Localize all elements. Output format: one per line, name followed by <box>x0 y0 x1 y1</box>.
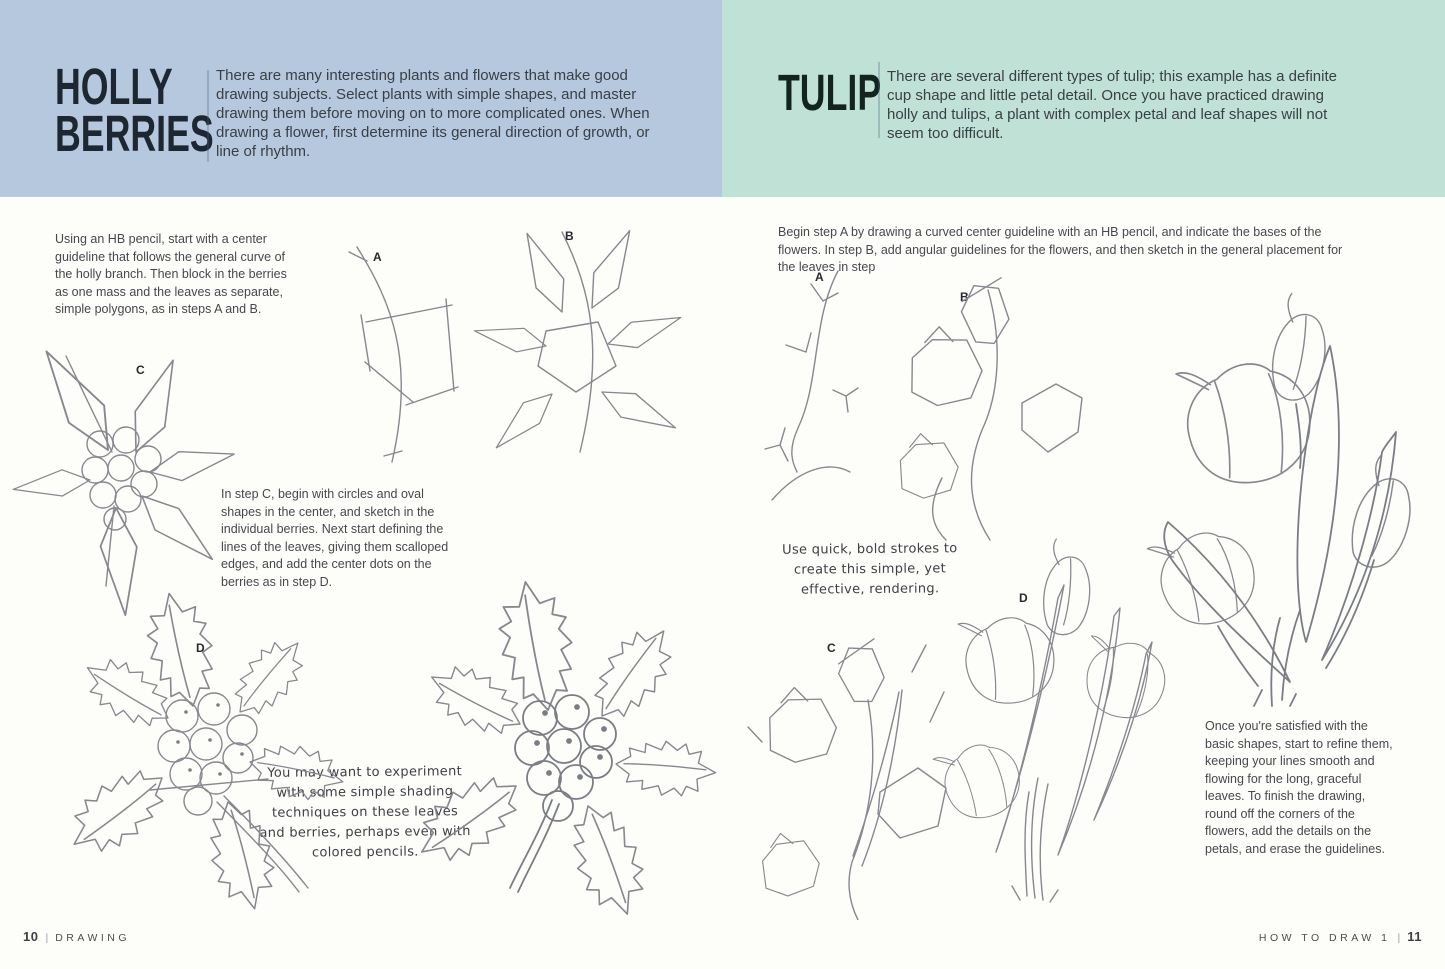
holly-step-ab-paragraph: Using an HB pencil, start with a center guideline that follows the general curve of the holly branch. Then block in the berries as one mass and the leaves as separate, simple polygons, as in steps A and B. <box>55 232 287 316</box>
tulip-step-c-sketch <box>748 638 946 920</box>
tulip-step-b-label: B <box>960 290 969 304</box>
holly-title-line-1: HOLLY <box>55 58 173 115</box>
tulip-step-b-sketch <box>893 278 1082 540</box>
tulip-step-ab-paragraph: Begin step A by drawing a curved center guideline with an HB pencil, and indicate the bases of the flowers. In step B, add angular guidelines for the flowers, and then sketch in the general placement for the leaves in step <box>778 225 1343 274</box>
tulip-handwritten-note: Use quick, bold strokes to create this simple, yet effective, rendering. <box>782 541 958 598</box>
holly-step-cd-paragraph: In step C, begin with circles and oval shapes in the center, and sketch in the individual berries. Next start defining the lines of the leaves, giving them scalloped edges, and add the center dots on the berries as in step D. <box>221 487 449 589</box>
left-footer-section: DRAWING <box>55 932 131 944</box>
tulip-final-drawing <box>1147 292 1425 706</box>
tulip-title-line: TULIP <box>778 64 882 121</box>
holly-step-c-label: C <box>136 363 145 377</box>
right-footer-book-title: HOW TO DRAW 1 <box>1258 932 1391 944</box>
holly-step-b-label: B <box>565 229 574 243</box>
holly-final-drawing <box>404 576 718 920</box>
holly-step-c-sketch <box>12 340 237 616</box>
holly-step-a-sketch <box>349 247 458 462</box>
tulip-final-paragraph: Once you're satisfied with the basic shapes, start to refine them, keeping your lines smooth and flowing for the long, graceful leaves. To finish the drawing, round off the corners of the flowers, add the details on the petals, and erase the guidelines. <box>1205 719 1393 856</box>
right-footer-separator: | <box>1397 932 1401 944</box>
tulip-header-divider <box>878 62 880 138</box>
holly-step-a-label: A <box>373 250 382 264</box>
holly-title-line-2: BERRIES <box>55 104 214 162</box>
sketch-canvas <box>0 197 1445 920</box>
holly-step-d-sketch <box>56 587 348 916</box>
holly-header-divider <box>207 70 209 162</box>
holly-handwritten-note: You may want to experiment with some simple shading techniques on these leaves and berries, perhaps even with colored pencils. <box>259 764 471 861</box>
holly-step-d-label: D <box>196 641 205 655</box>
left-footer-separator: | <box>45 932 49 944</box>
tulip-step-c-label: C <box>827 641 836 655</box>
right-page-footer <box>1259 929 1422 944</box>
tulip-step-d-label: D <box>1019 591 1028 605</box>
right-page-number: 11 <box>1407 929 1422 944</box>
tulip-step-a-label: A <box>815 270 824 284</box>
tulip-header-band <box>722 0 1445 197</box>
holly-intro-text: There are many interesting plants and flowers that make good drawing subjects. Select plants with simple shapes, and master drawing them before moving on to more complicated ones. When drawing a flower, first determine its general direction of growth, or line of rhythm. <box>216 67 650 160</box>
holly-step-b-sketch <box>472 225 686 456</box>
left-page-footer <box>23 929 130 944</box>
tulip-step-a-sketch <box>765 271 858 500</box>
left-page-number: 10 <box>23 929 39 944</box>
tulip-step-d-sketch <box>933 538 1172 902</box>
tulip-intro-text: There are several different types of tulip; this example has a definite cup shape and little petal detail. Once you have practiced drawing holly and tulips, a plant with complex petal and leaf shapes will not seem too difficult. <box>887 68 1337 142</box>
holly-header-band <box>0 0 722 197</box>
